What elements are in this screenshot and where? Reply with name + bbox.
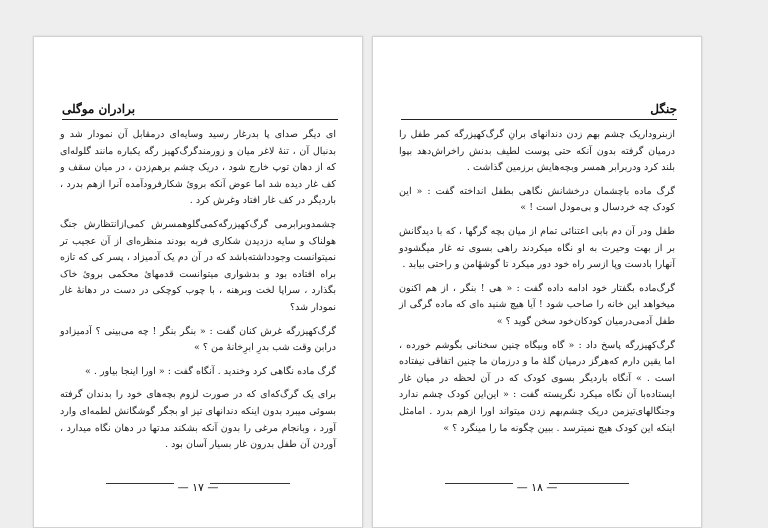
paragraph: گرگ‌کهیزرگه غرش کنان گفت : « بنگر بنگر ! چه می‌بینی ؟ آدمیزادو درابن وقت شب بدرِ ابرِخانهٔ من ؟ » — [60, 325, 336, 354]
paragraph: طفل ودر آن دم بابی اعتنائی تمام از میان بچه گرگها ، که با دیدگانش بر از بهت وحیرت به او نگاه میکردند راهی بسوی ته غار میگشودو آنهارا بادست وپا ازسر راه خود دور میکرد تا گوشهٔامن و راحتی بیابد . — [399, 225, 675, 271]
paragraph: گرگ‌کهیزرگه پاسخ داد : « گاه وبیگاه چنین سخنانی بگوشم خورده ، اما یقین دارم که‌هرگز درمیان گلهٔ ما و درزمان ما چنین اتفاقی نیفتاده است . » آنگاه باردیگر بسوی کودک که در آن لحظه در میان غار ایستاده‌با آن نگاه میکرد نگریسته گفت : « این‌این کودک چشم ندارد وجنگالهای‌تیزمن دریک چشم‌بهم زدن میتواند اورا ازهم بدرد . امامثل اینکه این کودک هیچ نمیترسد . ببین چگونه ما را مینگرد ؟ » — [399, 339, 675, 434]
paragraph: گرگ ماده باچشمان درخشانش نگاهی بطفل انداخته گفت : « این کودک چه خردسال و بی‌مودل است ! » — [399, 185, 675, 214]
page-number: — ۱۷ — — [174, 481, 223, 494]
right-page-header-title: جنگل — [650, 102, 677, 116]
paragraph: گرگ ماده نگاهی کرد وخندید . آنگاه گفت : « اورا اینجا بیاور . » — [85, 365, 336, 377]
left-page-body — [60, 127, 336, 454]
right-page — [372, 36, 702, 528]
right-page-header — [401, 99, 677, 120]
page-number: — ۱۸ — — [513, 481, 562, 494]
footer-rule — [549, 483, 629, 484]
paragraph: ازبنروداریک چشم بهم زدن دندانهای برانِ گرگ‌کهیزرگه کمر طفل را درمیان گرفته بدون آنکه حتی پوست لطیف بدنش راخراش‌دهد بپوا بلند کرد ودربرابر همسر وبچه‌هایش برزمین گذاشت . — [399, 129, 675, 174]
left-page-footer — [34, 476, 362, 494]
paragraph: گرگ‌ماده بگفتار خود ادامه داده گفت : « هی ! بنگر ، از هم اکنون میخواهد این خانه را صاحب شود ! آیا هیچ شنید ‌ه‌ای که ماده گرگی از طفل آدمی‌درمیان کودکان‌خود سخن گوید ؟ » — [399, 282, 675, 327]
footer-rule — [210, 483, 290, 484]
left-page-header-title: برادران موگلی — [62, 102, 136, 116]
paragraph: برای یک گرگ‌که‌ای که در صورت لزوم بچه‌های خود را بدندان گرفته بسوئی میبرد بدون اینکه دندانهای تیز او بجگر گوشگانش لطمه‌ای وارد آورد ، وبانجام مرغی را بدون آنکه بشکند مدتها در دهان نگاه میدارد ، آوردن آن طفل بدرون غار بسیار آسان بود . — [60, 389, 336, 451]
paragraph: ای دیگر صدای پا بدرغار رسید وسایه‌ای درمقابل آن نمودار شد و بدنبال آن ، تنهٔ لاغر میان و زورمندگرگ‌کهیز رگه یکباره مانند گلوله‌ای که از دهان توپ خارج شود ، دریک چشم برهم‌زدن ، در میان سقف و کف غار دیده شد اما عوض آنکه برویٔ شکارفرودآمده آنرا ازهم بدرد ، باردیگر در کف غار افتاد وغرش کرد . — [60, 129, 336, 207]
right-page-body — [399, 127, 675, 437]
left-page-header — [62, 99, 338, 120]
right-page-footer — [373, 476, 701, 494]
paragraph: چشمدوبرابرمی گرگ‌کهیزرگه‌کمی‌گلوهمسرش کمی‌ازانتظارش جنگ هولناک و سایه دزدیدن شکاری فربه بودند منظره‌ای از آن عجیب تر نمیتوانست وجودداشته‌باشد که در آن دم یک آدمیزاد ، پسر کی که تازه براه افتاده بود و بدشواری میتوانست قدمهایٔ محکمی برویٔ خاک بگذارد ، سراپا لخت وبرهنه ، با چوب کوچکی در دست در دهانهٔ غار نمودار شد؟ — [60, 218, 336, 313]
left-page — [33, 36, 363, 528]
